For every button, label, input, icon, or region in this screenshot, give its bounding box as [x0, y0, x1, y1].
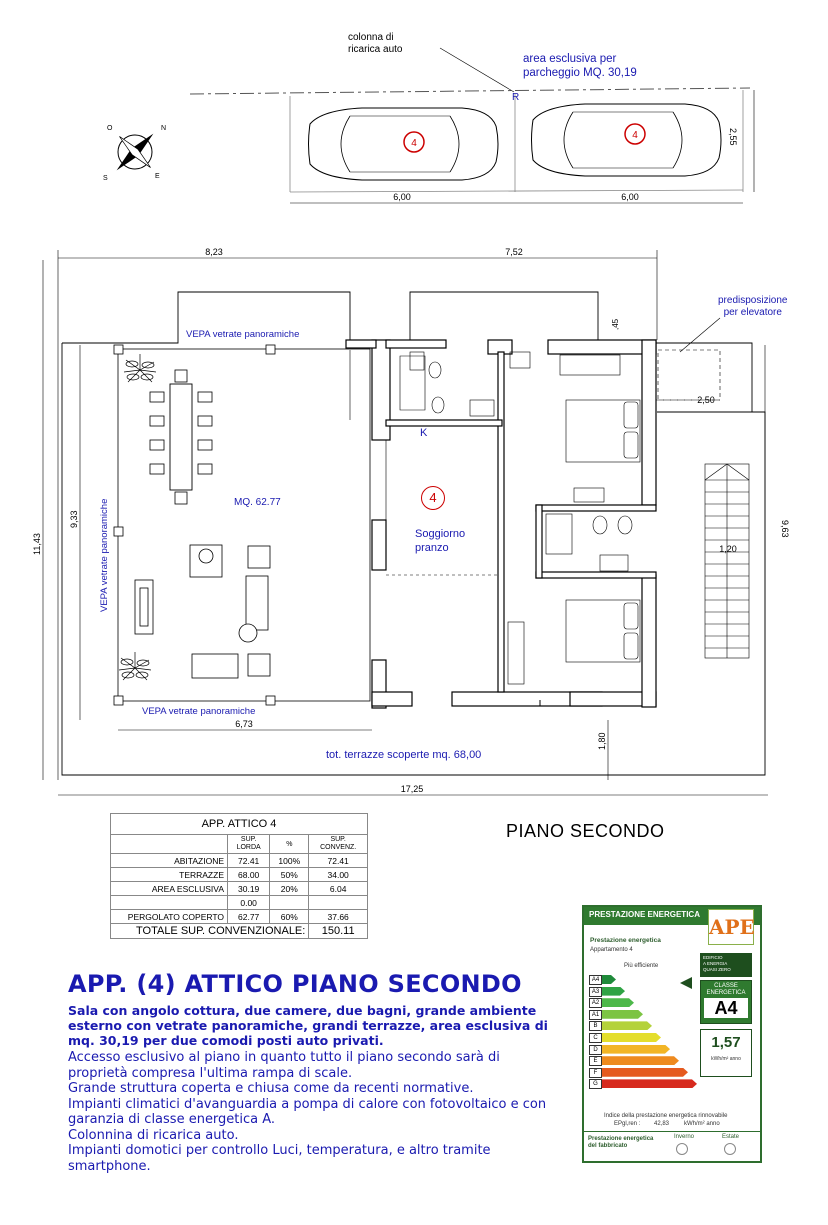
dim-elevator-w: 2,50 [697, 395, 715, 405]
building-perf-label: Prestazione energetica del fabbricato [588, 1136, 654, 1149]
dim-bottom-terrace: 1,80 [597, 732, 607, 750]
energy-bar-f [602, 1068, 688, 1077]
energy-class-label: A2 [589, 998, 602, 1008]
apartment-details [68, 1050, 548, 1174]
energy-class-label: B [589, 1021, 602, 1031]
energy-bar-a3 [602, 987, 625, 996]
car-1 [309, 108, 499, 180]
charging-label: colonna di ricarica auto [348, 32, 403, 55]
dim-parking-w1: 6,00 [393, 192, 411, 202]
energy-bar-a4 [602, 975, 616, 984]
detail-line: Impianti domotici per controllo Luci, temperatura, e altro tramite smartphone. [68, 1143, 491, 1174]
summer-icon [724, 1143, 736, 1155]
kitchen-mark: K [420, 427, 428, 439]
vepa-top-label: VEPA vetrate panoramiche [186, 329, 300, 340]
energy-bar-g [602, 1079, 697, 1088]
svg-text:O: O [107, 125, 113, 132]
energy-class-label: E [589, 1056, 602, 1066]
table-row: PERGOLATO COPERTO 62.77 60% 37.66 [111, 910, 368, 924]
energy-class-label: G [589, 1079, 602, 1089]
detail-line: Impianti climatici d'avanguardia a pompa di calore con fotovoltaico e con garanzia di classe energetica A. [68, 1096, 547, 1127]
dim-inner-left: 9,33 [69, 510, 79, 528]
energy-class-label: A3 [589, 987, 602, 997]
class-label: CLASSE ENERGETICA [706, 983, 746, 996]
class-marker-icon [680, 977, 692, 989]
elevator-label: predisposizione per elevatore [718, 295, 788, 318]
charge-mark: R [512, 92, 520, 103]
energy-unit: Appartamento 4 [590, 947, 633, 953]
table-row: 0.00 [111, 896, 368, 910]
vepa-bottom-label: VEPA vetrate panoramiche [142, 706, 256, 717]
interior-lines [350, 350, 720, 684]
terrace-outline [62, 292, 765, 775]
dim-wall-small: ,45 [611, 318, 620, 330]
col-conv: SUP. CONVENZ. [309, 835, 368, 854]
parking-area [190, 48, 754, 203]
col-gross: SUP. LORDA [228, 835, 270, 854]
detail-line: Grande struttura coperta e chiusa come da recenti normative. [68, 1081, 474, 1096]
compass-icon [103, 125, 166, 182]
apartment-summary: Sala con angolo cottura, due camere, due bagni, grande ambiente esterno con vetrate panoramiche, grandi terrazze, area esclusiva di mq. 30,19 per due comodi posti auto privati. [68, 1003, 548, 1048]
vepa-left-label: VEPA vetrate panoramiche [99, 498, 110, 612]
eprl-value: 42,83 [654, 1121, 670, 1127]
index-value: 1,57 [711, 1034, 741, 1051]
terrace-area-label: MQ. 62.77 [234, 497, 281, 508]
plant-icon [124, 354, 156, 382]
energy-bar-e [602, 1056, 679, 1065]
eprl-unit: kWh/m² anno [684, 1121, 720, 1127]
class-box [700, 980, 752, 1024]
energy-class-label: D [589, 1045, 602, 1055]
renewable-label: Indice della prestazione energetica rinnovabile [604, 1113, 728, 1119]
car-2 [532, 104, 722, 176]
detail-line: Accesso esclusivo al piano in quanto tutto il piano secondo sarà di proprietà compresa l'ultima rampa di scale. [68, 1050, 500, 1081]
winter-icon [676, 1143, 688, 1155]
table-row: ABITAZIONE 72.41 100% 72.41 [111, 854, 368, 868]
pergola-area [114, 345, 370, 705]
unit-number-badge: 4 [421, 486, 445, 510]
energy-class-label: C [589, 1033, 602, 1043]
living-label: Soggiorno pranzo [415, 528, 466, 554]
plant-icon [119, 652, 151, 680]
winter-label: Inverno [674, 1134, 695, 1140]
energy-bar-b [602, 1021, 652, 1030]
staircase [705, 464, 749, 658]
energy-class-label: A4 [589, 975, 602, 985]
energy-class-label: A1 [589, 1010, 602, 1020]
dim-top-left: 8,23 [205, 247, 223, 257]
building-perf-strip [584, 1131, 760, 1160]
dim-inner-right: 9,63 [780, 520, 790, 538]
eprl-label: EPgl,ren : [614, 1121, 641, 1127]
index-unit: kWh/m² anno [711, 1056, 741, 1062]
index-box [700, 1029, 752, 1077]
car-1-number: 4 [411, 138, 417, 149]
energy-header: PRESTAZIONE ENERGETICA [584, 907, 760, 925]
dim-total-height: 11,43 [32, 533, 42, 555]
total-label: TOTALE SUP. CONVENZIONALE: [111, 924, 309, 939]
table-row: AREA ESCLUSIVA 30.19 20% 6.04 [111, 882, 368, 896]
table-title: APP. ATTICO 4 [111, 814, 368, 835]
total-value: 150.11 [309, 924, 368, 939]
dim-total-width: 17,25 [400, 784, 424, 794]
dining-table [170, 384, 192, 490]
dim-terrace-width: 6,73 [235, 719, 253, 729]
energy-class-label: F [589, 1068, 602, 1078]
bed-2 [566, 600, 640, 662]
energy-bar-c [602, 1033, 661, 1042]
svg-text:S: S [103, 175, 108, 182]
svg-text:N: N [161, 125, 167, 132]
parking-area-label: area esclusiva per parcheggio MQ. 30,19 [523, 53, 637, 79]
table-total-row [111, 924, 368, 939]
col-pct: % [270, 835, 309, 854]
apartment-title: APP. (4) ATTICO PIANO SECONDO [68, 970, 522, 998]
table-row: TERRAZZE 68.00 50% 34.00 [111, 868, 368, 882]
energy-bar-d [602, 1045, 670, 1054]
dim-stair-w: 1,20 [719, 544, 737, 554]
bed-1 [566, 400, 640, 462]
class-value: A4 [704, 998, 748, 1018]
energy-bar-a1 [602, 1010, 643, 1019]
dim-parking-w2: 6,00 [621, 192, 639, 202]
lounge-furniture [135, 545, 270, 678]
detail-line: Colonnina di ricarica auto. [68, 1127, 239, 1143]
floor-title: PIANO SECONDO [506, 821, 665, 841]
nzeb-box: EDIFICIO A ENERGIA QUASI ZERO [700, 953, 752, 977]
energy-bar-a2 [602, 998, 634, 1007]
summer-label: Estate [722, 1134, 740, 1140]
more-efficient-label: Più efficiente [624, 963, 659, 969]
ape-logo: APE [708, 909, 754, 945]
dim-top-right: 7,52 [505, 247, 523, 257]
car-2-number: 4 [632, 130, 638, 141]
svg-text:E: E [155, 173, 160, 180]
area-table [110, 813, 368, 939]
terraces-total-label: tot. terrazze scoperte mq. 68,00 [326, 749, 482, 761]
dim-parking-depth: 2,55 [728, 128, 738, 146]
energy-certificate [582, 905, 762, 1163]
energy-subtitle: Prestazione energetica [590, 937, 661, 944]
